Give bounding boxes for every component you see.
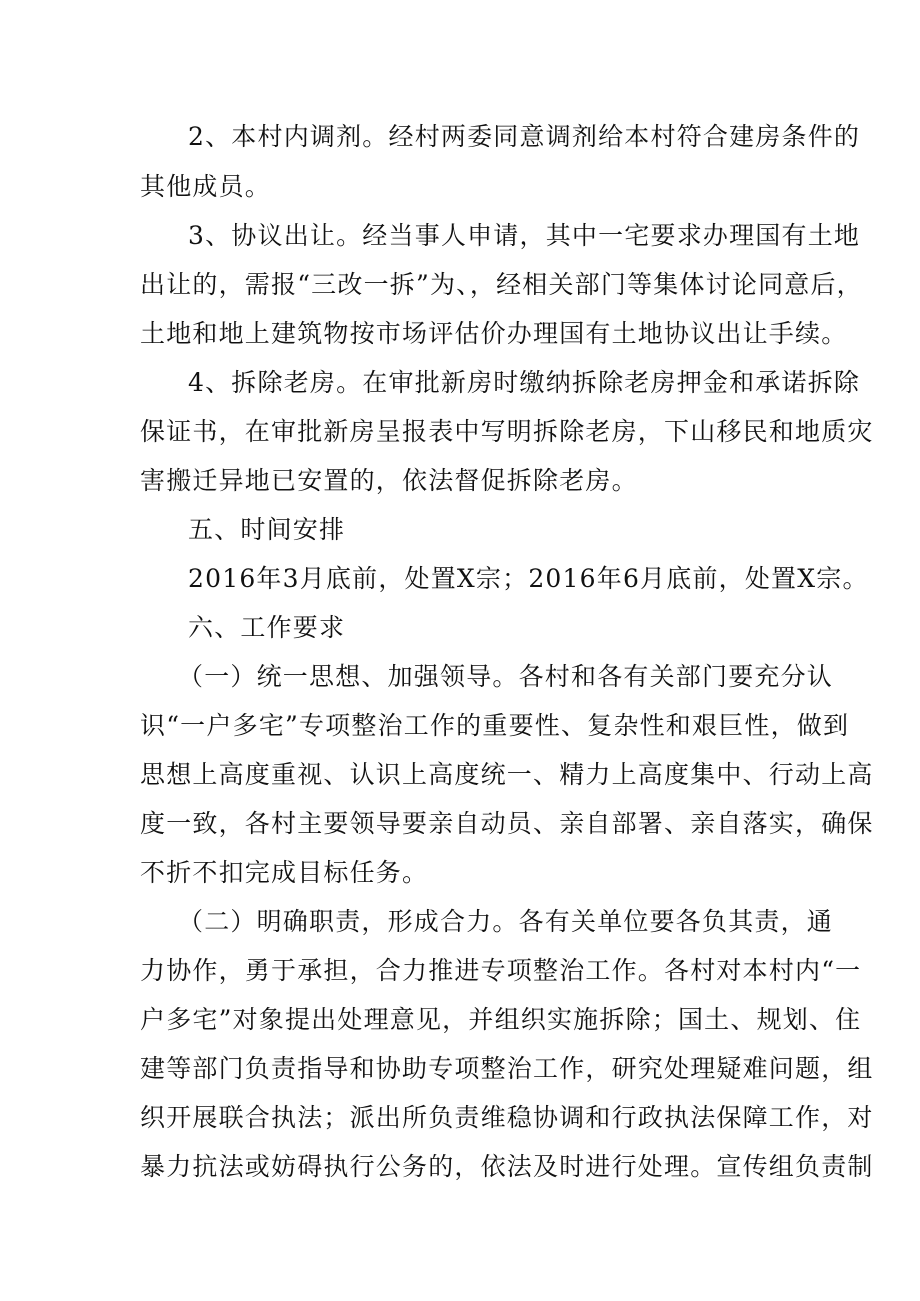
paragraph-line: 建等部门负责指导和协助专项整治工作，研究处理疑难问题，组 [140,1054,874,1083]
paragraph-line: 识“一户多宅”专项整治工作的重要性、复杂性和艰巨性，做到 [140,711,850,740]
paragraph-line: 害搬迁异地已安置的，依法督促拆除老房。 [140,466,638,495]
paragraph-line: 度一致，各村主要领导要亲自动员、亲自部署、亲自落实，确保 [140,809,874,838]
paragraph-line: 保证书，在审批新房呈报表中写明拆除老房，下山移民和地质灾 [140,417,874,446]
paragraph-line: 思想上高度重视、认识上高度统一、精力上高度集中、行动上高 [140,760,874,789]
paragraph-line: 4、拆除老房。在审批新房时缴纳拆除老房押金和承诺拆除 [188,368,861,397]
paragraph-line: 其他成员。 [140,172,272,201]
paragraph-line: 暴力抗法或妨碍执行公务的，依法及时进行处理。宣传组负责制 [140,1152,874,1181]
paragraph-line: 出让的，需报“三改一拆”为、，经相关部门等集体讨论同意后， [140,270,863,299]
paragraph-line: 织开展联合执法；派出所负责维稳协调和行政执法保障工作，对 [140,1103,874,1132]
section-heading: 五、时间安排 [188,515,346,544]
paragraph-line: 土地和地上建筑物按市场评估价办理国有土地协议出让手续。 [140,319,848,348]
paragraph-line: 户多宅”对象提出处理意见，并组织实施拆除；国土、规划、住 [140,1005,862,1034]
paragraph-line: 3、协议出让。经当事人申请，其中一宅要求办理国有土地 [188,221,861,250]
paragraph-line: 不折不扣完成目标任务。 [140,858,429,887]
paragraph-line: （一）统一思想、加强领导。各村和各有关部门要充分认 [178,662,834,691]
paragraph-line: 2、本村内调剂。经村两委同意调剂给本村符合建房条件的 [188,122,861,151]
section-heading: 六、工作要求 [188,613,346,642]
paragraph-line: 2016年3月底前，处置X宗；2016年6月底前，处置X宗。 [188,564,869,593]
paragraph-line: 力协作，勇于承担，合力推进专项整治工作。各村对本村内“一 [140,956,862,985]
paragraph-line: （二）明确职责，形成合力。各有关单位要各负其责，通 [178,907,834,936]
